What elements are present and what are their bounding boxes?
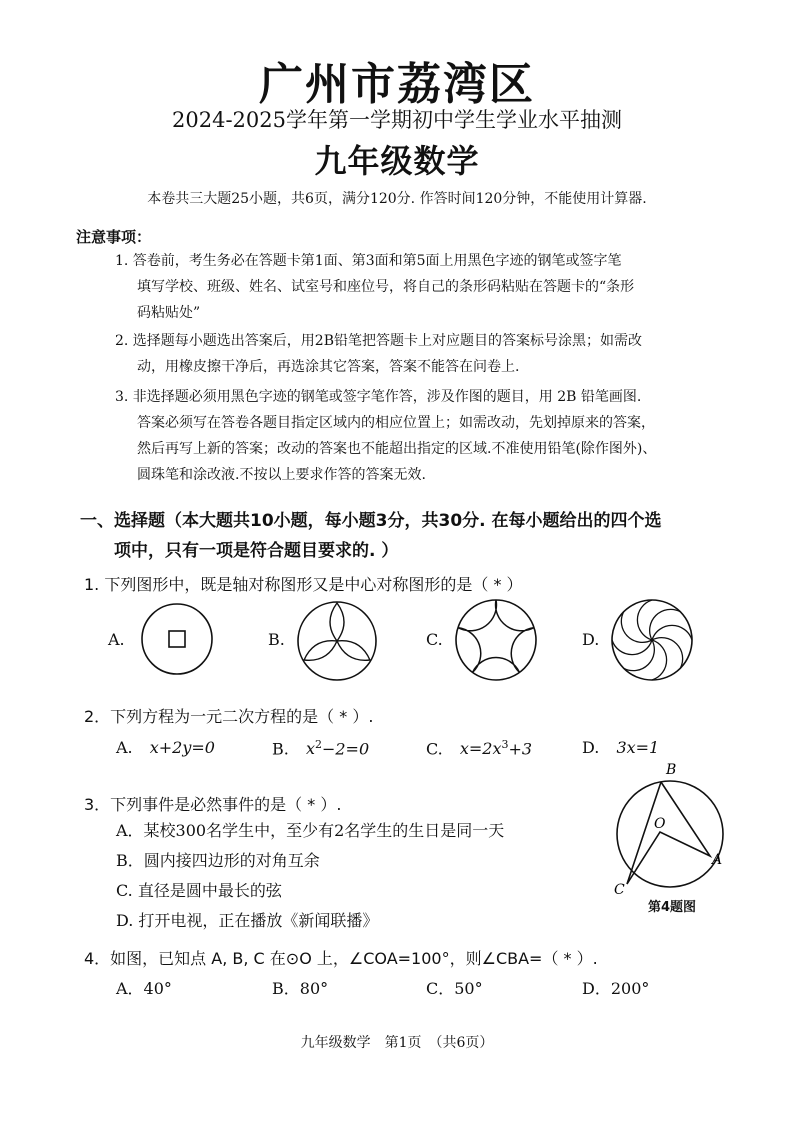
petal-shape <box>334 635 374 666</box>
q2-option-c <box>426 738 532 758</box>
q3-option-c: C. 直径是圆中最长的弦 <box>116 881 282 900</box>
note-line: 填写学校、班级、姓名、试室号和座位号，将自己的条形码粘贴在答题卡的“条形 <box>137 279 635 295</box>
q3-option-a: A．某校300名学生中，至少有2名学生的生日是同一天 <box>116 821 505 840</box>
q2-option-d-label: D. <box>582 738 600 757</box>
point-label-o: O <box>654 816 666 832</box>
note-line: 码粘贴处” <box>137 305 201 321</box>
q4-option-a: A．40° <box>116 979 172 998</box>
point-label-c: C <box>614 882 625 896</box>
q4-option-d: D．200° <box>582 979 650 998</box>
q2-option-d-equation: 3x=1 <box>616 738 660 757</box>
exam-subject: 九年级数学 <box>314 142 480 180</box>
point-label-b: B <box>666 762 677 778</box>
note-line: 1. 答卷前，考生务必在答题卡第1面、第3面和第5面上用黑色字迹的钢笔或签字笔 <box>115 253 622 269</box>
circle-shape <box>142 604 212 674</box>
section-heading-line1: 一、选择题（本大题共10小题，每小题3分，共30分. 在每小题给出的四个选 <box>80 511 662 531</box>
petal-shape <box>301 635 341 666</box>
q2-option-d <box>582 738 659 757</box>
q1-option-b-label: B. <box>268 630 285 649</box>
q3-option-b: B．圆内接四边形的对角互余 <box>116 851 320 870</box>
q1-option-c-label: C. <box>426 630 443 649</box>
note-line: 圆珠笔和涂改液.不按以上要求作答的答案无效. <box>137 467 426 483</box>
question-4-stem: 4．如图，已知点 A, B, C 在⊙O 上，∠COA=100°，则∠CBA=（ * ）. <box>84 949 598 968</box>
question-1-stem: 1. 下列图形中，既是轴对称图形又是中心对称图形的是（ * ） <box>84 575 523 594</box>
swirl-arcs <box>612 600 692 680</box>
note-line: 3. 非选择题必须用黑色字迹的钢笔或签字笔作答，涉及作图的题目，用 2B 铅笔画图. <box>115 389 642 405</box>
petal-shape <box>330 603 344 641</box>
note-line: 动，用橡皮擦干净后，再选涂其它答案，答案不能答在问卷上. <box>137 359 520 375</box>
page-footer: 九年级数学 第1页 （共6页） <box>300 1035 494 1051</box>
exam-subtitle: 2024-2025学年第一学期初中学生学业水平抽测 <box>172 108 622 132</box>
q1-option-a-label: A. <box>108 630 125 649</box>
exam-region-title: 广州市荔湾区 <box>259 59 535 110</box>
note-line: 答案必须写在答卷各题目指定区域内的相应位置上；如需改动，先划掉原来的答案， <box>137 415 655 431</box>
note-line: 然后再写上新的答案；改动的答案也不能超出指定的区域.不准使用铅笔(除作图外)、 <box>137 441 657 457</box>
q4-option-c: C．50° <box>426 979 483 998</box>
q2-option-a-equation: x+2y=0 <box>149 738 215 757</box>
q4-geometry-figure <box>606 756 736 896</box>
section-heading-line2: 项中，只有一项是符合题目要求的. ） <box>114 541 399 561</box>
q2-option-a-label: A. <box>116 738 133 757</box>
section-heading <box>80 506 662 566</box>
q2-option-c-label: C. <box>426 739 443 759</box>
q1-option-d-label: D. <box>582 630 600 649</box>
q4-option-b: B．80° <box>272 979 329 998</box>
figure-caption: 第4题图 <box>648 900 697 915</box>
square-shape <box>169 631 185 647</box>
q2-option-b <box>272 738 369 758</box>
point-label-a: A <box>712 852 723 868</box>
exam-intro: 本卷共三大题25小题，共6页，满分120分. 作答时间120分钟，不能使用计算器. <box>147 191 647 207</box>
q2-option-b-base: x <box>305 739 315 759</box>
notes-heading: 注意事项： <box>76 228 152 246</box>
q2-option-b-label: B. <box>272 739 289 759</box>
q2-option-b-exponent: 2 <box>314 738 322 751</box>
q3-option-d: D. 打开电视，正在播放《新闻联播》 <box>116 911 379 930</box>
q1-figure-c <box>454 598 538 682</box>
question-3-stem: 3．下列事件是必然事件的是（ * ）. <box>84 795 342 814</box>
question-2-stem: 2．下列方程为一元二次方程的是（ * ）. <box>84 707 374 726</box>
q2-option-b-rest: −2=0 <box>321 739 370 759</box>
q2-option-a <box>116 738 215 757</box>
q1-figure-d <box>610 598 694 682</box>
q2-option-c-exponent: 3 <box>501 738 509 751</box>
q2-option-c-main: x=2x <box>459 739 502 759</box>
q1-figure-b <box>296 600 378 682</box>
q2-option-c-post: +3 <box>508 739 533 759</box>
chord-lines <box>627 782 710 884</box>
q1-figure-a <box>140 602 214 676</box>
note-line: 2. 选择题每小题选出答案后，用2B铅笔把答题卡上对应题目的答案标号涂黑；如需改 <box>115 333 643 349</box>
